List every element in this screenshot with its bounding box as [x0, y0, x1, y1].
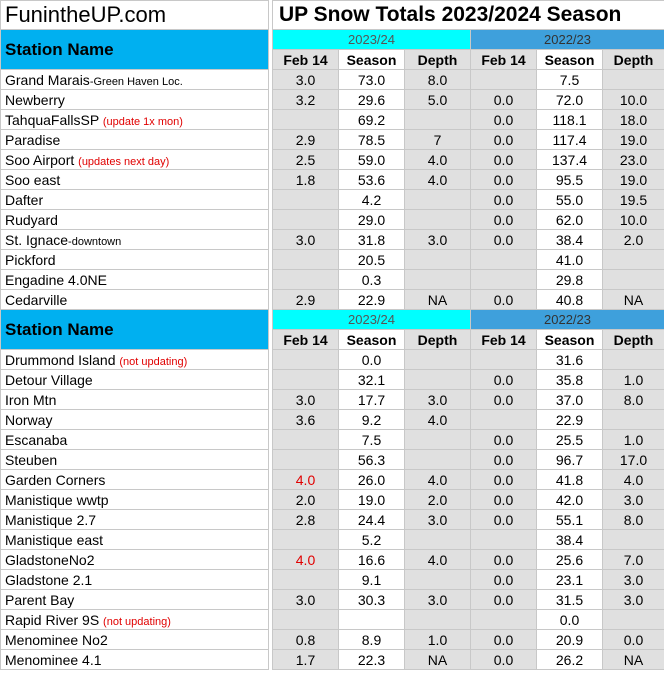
table-row [1, 470, 664, 490]
table-row [1, 510, 664, 530]
station-name-cell [1, 170, 269, 190]
previous-feb14-cell: 0.0 [471, 590, 537, 610]
current-season-cell: 69.2 [339, 110, 405, 130]
current-feb14-cell: 4.0 [273, 550, 339, 570]
current-depth-cell: 2.0 [405, 490, 471, 510]
station-name-header: Station Name [1, 30, 269, 70]
previous-depth-cell: 17.0 [603, 450, 664, 470]
current-depth-cell [405, 250, 471, 270]
previous-feb14-cell: 0.0 [471, 110, 537, 130]
previous-depth-cell [603, 270, 664, 290]
season-label-previous: 2022/23 [471, 30, 664, 50]
previous-season-cell: 35.8 [537, 370, 603, 390]
station-name-cell [1, 430, 269, 450]
table-row [1, 290, 664, 310]
station-name-cell [1, 150, 269, 170]
table-row [1, 70, 664, 90]
table-row [1, 170, 664, 190]
previous-depth-cell: NA [603, 650, 664, 670]
previous-season-cell: 25.5 [537, 430, 603, 450]
previous-depth-cell: 3.0 [603, 590, 664, 610]
previous-feb14-cell: 0.0 [471, 170, 537, 190]
station-name-cell [1, 530, 269, 550]
station-name: Menominee No2 [5, 631, 108, 648]
current-feb14-cell: 2.0 [273, 490, 339, 510]
table-row [1, 590, 664, 610]
previous-feb14-cell: 0.0 [471, 150, 537, 170]
table-row [1, 490, 664, 510]
previous-feb14-cell [471, 270, 537, 290]
previous-feb14-cell: 0.0 [471, 370, 537, 390]
previous-season-cell: 20.9 [537, 630, 603, 650]
previous-feb14-cell [471, 610, 537, 630]
table-row [1, 570, 664, 590]
station-name-cell [1, 190, 269, 210]
table-row [1, 130, 664, 150]
station-name: Drummond Island [5, 351, 116, 368]
current-season-cell: 20.5 [339, 250, 405, 270]
previous-feb14-cell: 0.0 [471, 490, 537, 510]
previous-feb14-cell: 0.0 [471, 510, 537, 530]
current-feb14-cell [273, 250, 339, 270]
current-feb14-cell: 0.8 [273, 630, 339, 650]
station-name-cell [1, 630, 269, 650]
current-feb14-cell [273, 570, 339, 590]
current-feb14-cell: 1.8 [273, 170, 339, 190]
station-name: Newberry [5, 91, 65, 108]
station-name: Iron Mtn [5, 391, 57, 408]
previous-season-cell: 72.0 [537, 90, 603, 110]
current-depth-cell [405, 110, 471, 130]
column-header: Depth [603, 330, 664, 350]
column-header: Feb 14 [273, 330, 339, 350]
current-feb14-cell: 2.5 [273, 150, 339, 170]
column-header: Season [339, 50, 405, 70]
current-season-cell: 24.4 [339, 510, 405, 530]
column-header: Feb 14 [273, 50, 339, 70]
previous-depth-cell: 3.0 [603, 490, 664, 510]
table-row [1, 390, 664, 410]
station-name: Dafter [5, 191, 44, 208]
column-header: Season [537, 50, 603, 70]
current-feb14-cell [273, 110, 339, 130]
station-name-cell [1, 470, 269, 490]
previous-depth-cell: 7.0 [603, 550, 664, 570]
current-feb14-cell: 2.9 [273, 290, 339, 310]
current-feb14-cell [273, 190, 339, 210]
page-title: UP Snow Totals 2023/2024 Season [273, 1, 664, 30]
station-name-cell [1, 510, 269, 530]
previous-feb14-cell: 0.0 [471, 390, 537, 410]
previous-season-cell: 31.6 [537, 350, 603, 370]
previous-feb14-cell [471, 250, 537, 270]
current-depth-cell [405, 610, 471, 630]
station-name-cell [1, 650, 269, 670]
previous-depth-cell: 23.0 [603, 150, 664, 170]
previous-depth-cell [603, 410, 664, 430]
previous-depth-cell: 2.0 [603, 230, 664, 250]
current-depth-cell: 4.0 [405, 150, 471, 170]
station-name: Soo east [5, 171, 61, 188]
station-name-cell [1, 390, 269, 410]
previous-feb14-cell: 0.0 [471, 190, 537, 210]
previous-feb14-cell: 0.0 [471, 130, 537, 150]
table-row [1, 430, 664, 450]
station-name-header: Station Name [1, 310, 269, 350]
current-feb14-cell: 1.7 [273, 650, 339, 670]
current-season-cell: 73.0 [339, 70, 405, 90]
current-feb14-cell [273, 530, 339, 550]
current-feb14-cell: 3.0 [273, 590, 339, 610]
current-feb14-cell: 2.9 [273, 130, 339, 150]
station-name: Parent Bay [5, 591, 75, 608]
current-depth-cell: 5.0 [405, 90, 471, 110]
station-name-cell [1, 550, 269, 570]
current-feb14-cell: 3.2 [273, 90, 339, 110]
previous-depth-cell: 4.0 [603, 470, 664, 490]
season-label-current: 2023/24 [273, 310, 471, 330]
previous-season-cell: 37.0 [537, 390, 603, 410]
previous-feb14-cell: 0.0 [471, 290, 537, 310]
table-row [1, 410, 664, 430]
current-season-cell: 16.6 [339, 550, 405, 570]
table-row [1, 90, 664, 110]
current-feb14-cell: 4.0 [273, 470, 339, 490]
station-name: Gladstone 2.1 [5, 571, 93, 588]
current-depth-cell: 3.0 [405, 230, 471, 250]
station-name: Rudyard [5, 211, 58, 228]
station-name-cell [1, 610, 269, 630]
previous-feb14-cell: 0.0 [471, 90, 537, 110]
current-depth-cell [405, 210, 471, 230]
station-name-cell [1, 70, 269, 90]
previous-feb14-cell [471, 70, 537, 90]
previous-season-cell: 38.4 [537, 530, 603, 550]
station-name: Pickford [5, 251, 56, 268]
station-name-cell [1, 270, 269, 290]
previous-season-cell: 22.9 [537, 410, 603, 430]
previous-feb14-cell: 0.0 [471, 630, 537, 650]
table-row [1, 110, 664, 130]
current-depth-cell: 3.0 [405, 510, 471, 530]
season-label-previous: 2022/23 [471, 310, 664, 330]
previous-season-cell: 29.8 [537, 270, 603, 290]
previous-depth-cell [603, 250, 664, 270]
table-row [1, 210, 664, 230]
station-name-cell [1, 250, 269, 270]
station-note: (not updating) [119, 355, 188, 368]
section-header-row [1, 30, 664, 50]
station-name: Soo Airport [5, 151, 75, 168]
table-row [1, 270, 664, 290]
column-header: Season [339, 330, 405, 350]
station-name: St. Ignace [5, 231, 69, 248]
brand-logo: FunintheUP.com [1, 1, 269, 30]
season-label-current: 2023/24 [273, 30, 471, 50]
station-name: Garden Corners [5, 471, 106, 488]
column-header: Feb 14 [471, 50, 537, 70]
previous-depth-cell [603, 610, 664, 630]
current-depth-cell: 3.0 [405, 590, 471, 610]
station-name-cell [1, 590, 269, 610]
table-row [1, 370, 664, 390]
station-name: Rapid River 9S [5, 611, 100, 628]
current-depth-cell: 8.0 [405, 70, 471, 90]
table-row [1, 450, 664, 470]
current-season-cell: 22.9 [339, 290, 405, 310]
previous-season-cell: 42.0 [537, 490, 603, 510]
current-feb14-cell: 3.6 [273, 410, 339, 430]
previous-season-cell: 41.8 [537, 470, 603, 490]
previous-feb14-cell: 0.0 [471, 450, 537, 470]
previous-feb14-cell: 0.0 [471, 470, 537, 490]
previous-feb14-cell: 0.0 [471, 210, 537, 230]
current-season-cell: 19.0 [339, 490, 405, 510]
station-name-cell [1, 450, 269, 470]
column-header: Depth [405, 50, 471, 70]
station-name: Detour Village [5, 371, 93, 388]
previous-depth-cell: 8.0 [603, 390, 664, 410]
current-season-cell: 0.3 [339, 270, 405, 290]
current-season-cell: 4.2 [339, 190, 405, 210]
current-depth-cell [405, 190, 471, 210]
current-season-cell: 22.3 [339, 650, 405, 670]
station-name: Engadine 4.0NE [5, 271, 107, 288]
previous-season-cell: 25.6 [537, 550, 603, 570]
station-name: Norway [5, 411, 53, 428]
current-depth-cell: 1.0 [405, 630, 471, 650]
table-row [1, 250, 664, 270]
station-name: Paradise [5, 131, 61, 148]
current-season-cell: 30.3 [339, 590, 405, 610]
station-name-cell [1, 410, 269, 430]
current-depth-cell [405, 450, 471, 470]
previous-depth-cell: 1.0 [603, 370, 664, 390]
previous-season-cell: 117.4 [537, 130, 603, 150]
table-row [1, 550, 664, 570]
current-depth-cell [405, 270, 471, 290]
current-feb14-cell: 2.8 [273, 510, 339, 530]
station-location: -Green Haven Loc. [89, 75, 183, 88]
table-row [1, 350, 664, 370]
station-name: Manistique 2.7 [5, 511, 97, 528]
current-depth-cell: 4.0 [405, 170, 471, 190]
current-feb14-cell [273, 430, 339, 450]
station-note: (update 1x mon) [102, 115, 183, 128]
previous-season-cell: 7.5 [537, 70, 603, 90]
station-name-cell [1, 370, 269, 390]
table-row [1, 190, 664, 210]
current-depth-cell [405, 350, 471, 370]
current-season-cell: 56.3 [339, 450, 405, 470]
current-depth-cell [405, 370, 471, 390]
column-header: Season [537, 330, 603, 350]
current-season-cell: 9.2 [339, 410, 405, 430]
current-season-cell: 29.6 [339, 90, 405, 110]
column-header: Feb 14 [471, 330, 537, 350]
previous-feb14-cell: 0.0 [471, 650, 537, 670]
current-season-cell: 29.0 [339, 210, 405, 230]
current-depth-cell: 4.0 [405, 470, 471, 490]
current-feb14-cell [273, 370, 339, 390]
previous-season-cell: 0.0 [537, 610, 603, 630]
current-depth-cell: 7 [405, 130, 471, 150]
table-row [1, 150, 664, 170]
station-name-cell [1, 110, 269, 130]
column-header: Depth [405, 330, 471, 350]
current-season-cell: 59.0 [339, 150, 405, 170]
previous-depth-cell: 1.0 [603, 430, 664, 450]
previous-season-cell: 23.1 [537, 570, 603, 590]
previous-feb14-cell [471, 350, 537, 370]
current-season-cell: 7.5 [339, 430, 405, 450]
current-feb14-cell [273, 350, 339, 370]
previous-depth-cell: 19.0 [603, 170, 664, 190]
table-row [1, 650, 664, 670]
current-depth-cell: 4.0 [405, 550, 471, 570]
station-name-cell [1, 90, 269, 110]
previous-depth-cell: NA [603, 290, 664, 310]
previous-depth-cell: 10.0 [603, 90, 664, 110]
station-name: TahquaFallsSP [5, 111, 99, 128]
previous-depth-cell [603, 530, 664, 550]
previous-season-cell: 55.0 [537, 190, 603, 210]
previous-season-cell: 62.0 [537, 210, 603, 230]
previous-depth-cell [603, 350, 664, 370]
station-location: -downtown [68, 235, 122, 248]
title-row [1, 1, 664, 30]
current-season-cell: 26.0 [339, 470, 405, 490]
current-depth-cell: 3.0 [405, 390, 471, 410]
current-season-cell: 53.6 [339, 170, 405, 190]
table-row [1, 230, 664, 250]
current-season-cell: 0.0 [339, 350, 405, 370]
current-feb14-cell [273, 210, 339, 230]
previous-depth-cell [603, 70, 664, 90]
previous-feb14-cell: 0.0 [471, 550, 537, 570]
station-name: Grand Marais [5, 71, 90, 88]
current-depth-cell: 4.0 [405, 410, 471, 430]
station-name: Steuben [5, 451, 58, 468]
station-name-cell [1, 490, 269, 510]
station-name: Manistique wwtp [5, 491, 109, 508]
station-name: Menominee 4.1 [5, 651, 102, 668]
previous-depth-cell: 0.0 [603, 630, 664, 650]
station-name-cell [1, 350, 269, 370]
previous-season-cell: 137.4 [537, 150, 603, 170]
station-name: Manistique east [5, 531, 104, 548]
previous-feb14-cell: 0.0 [471, 570, 537, 590]
current-season-cell: 5.2 [339, 530, 405, 550]
previous-season-cell: 38.4 [537, 230, 603, 250]
current-season-cell: 31.8 [339, 230, 405, 250]
current-depth-cell [405, 430, 471, 450]
section-header-row [1, 310, 664, 330]
current-season-cell: 78.5 [339, 130, 405, 150]
table-row [1, 530, 664, 550]
station-note: (updates next day) [78, 155, 170, 168]
previous-season-cell: 95.5 [537, 170, 603, 190]
station-name-cell [1, 130, 269, 150]
station-name-cell [1, 210, 269, 230]
current-feb14-cell: 3.0 [273, 390, 339, 410]
previous-feb14-cell: 0.0 [471, 230, 537, 250]
table-row [1, 610, 664, 630]
previous-season-cell: 118.1 [537, 110, 603, 130]
station-name: Escanaba [5, 431, 68, 448]
table-row [1, 630, 664, 650]
current-feb14-cell: 3.0 [273, 230, 339, 250]
station-name-cell [1, 230, 269, 250]
previous-feb14-cell: 0.0 [471, 430, 537, 450]
previous-depth-cell: 10.0 [603, 210, 664, 230]
current-depth-cell: NA [405, 290, 471, 310]
previous-season-cell: 40.8 [537, 290, 603, 310]
previous-depth-cell: 18.0 [603, 110, 664, 130]
previous-season-cell: 41.0 [537, 250, 603, 270]
current-season-cell: 32.1 [339, 370, 405, 390]
column-header: Depth [603, 50, 664, 70]
previous-depth-cell: 19.0 [603, 130, 664, 150]
previous-depth-cell: 19.5 [603, 190, 664, 210]
station-note: (not updating) [103, 615, 171, 628]
current-season-cell [339, 610, 405, 630]
current-feb14-cell [273, 610, 339, 630]
previous-depth-cell: 3.0 [603, 570, 664, 590]
station-name: Cedarville [5, 291, 68, 308]
previous-season-cell: 31.5 [537, 590, 603, 610]
previous-feb14-cell [471, 530, 537, 550]
current-feb14-cell: 3.0 [273, 70, 339, 90]
current-depth-cell [405, 570, 471, 590]
current-depth-cell [405, 530, 471, 550]
previous-depth-cell: 8.0 [603, 510, 664, 530]
current-season-cell: 8.9 [339, 630, 405, 650]
previous-season-cell: 96.7 [537, 450, 603, 470]
station-name: GladstoneNo2 [5, 551, 95, 568]
previous-feb14-cell [471, 410, 537, 430]
previous-season-cell: 26.2 [537, 650, 603, 670]
current-season-cell: 17.7 [339, 390, 405, 410]
station-name-cell [1, 290, 269, 310]
current-feb14-cell [273, 450, 339, 470]
station-name-cell [1, 570, 269, 590]
previous-season-cell: 55.1 [537, 510, 603, 530]
current-feb14-cell [273, 270, 339, 290]
current-season-cell: 9.1 [339, 570, 405, 590]
current-depth-cell: NA [405, 650, 471, 670]
